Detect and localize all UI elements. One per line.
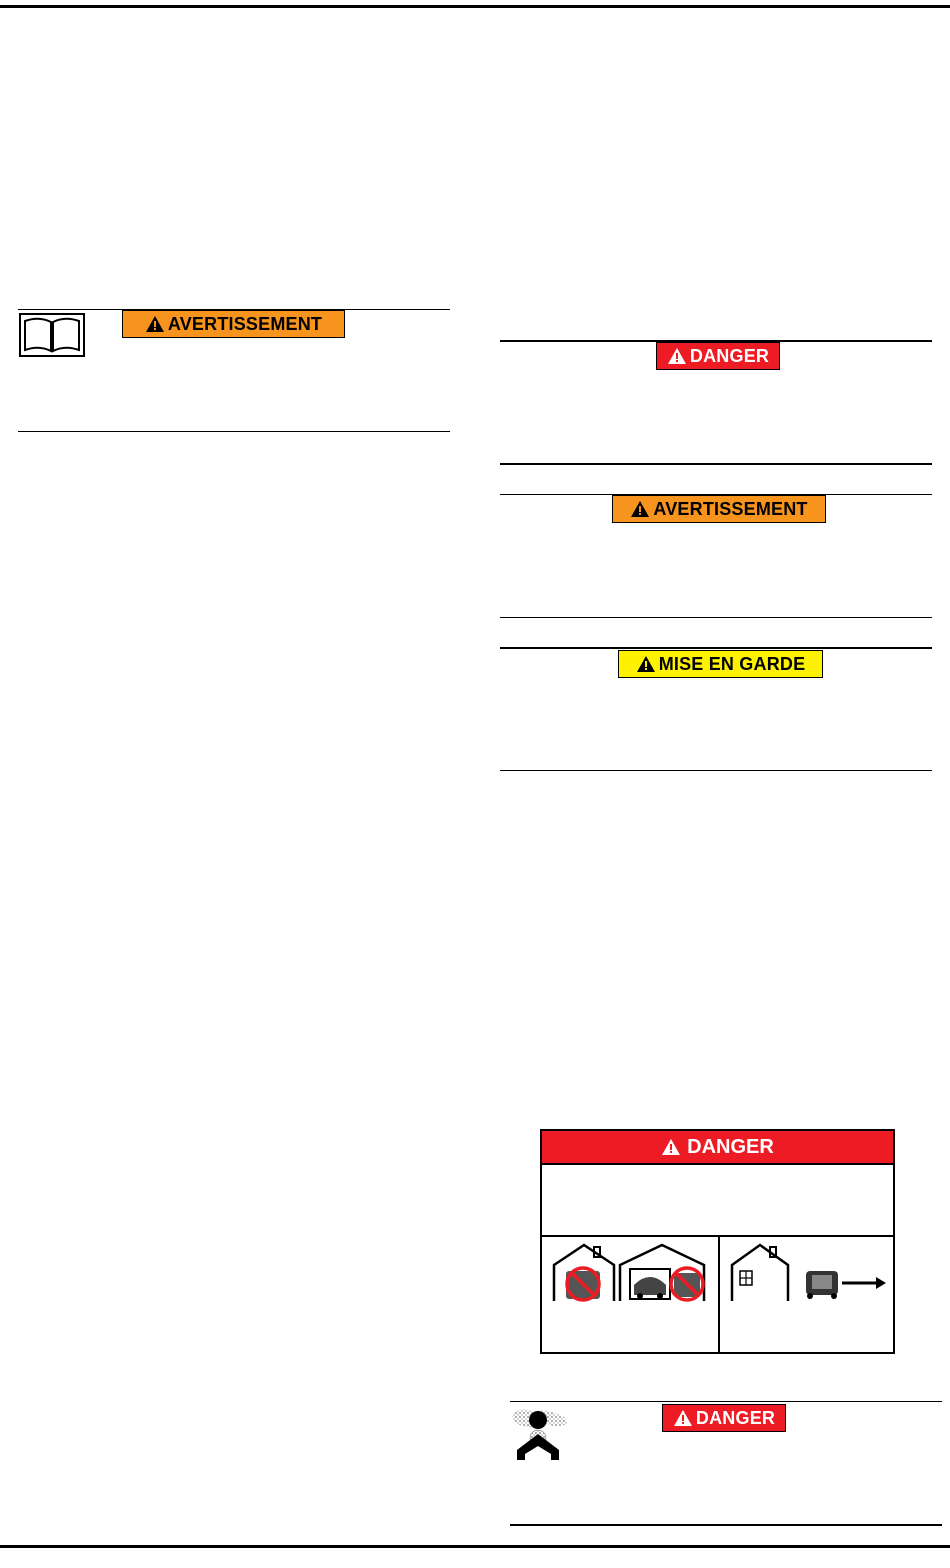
page-bottom-rule <box>0 1545 950 1548</box>
warning-triangle-icon <box>667 347 687 365</box>
fumes-danger-bottom-rule <box>510 1524 942 1526</box>
warning-triangle-icon <box>661 1138 681 1156</box>
open-book-icon <box>19 313 85 357</box>
danger-badge <box>656 342 780 370</box>
avertissement-badge-right <box>612 495 826 523</box>
avertissement-badge-left <box>122 310 345 338</box>
generator-outdoors-icon <box>730 1243 890 1303</box>
avertissement-bottom-rule <box>500 617 932 618</box>
warning-triangle-icon <box>630 500 650 518</box>
caution-top-rule <box>500 647 932 649</box>
fumes-danger-badge <box>662 1404 786 1432</box>
mise-en-garde-label: MISE EN GARDE <box>658 653 806 674</box>
danger-label: DANGER <box>689 345 770 366</box>
avertissement-label: AVERTISSEMENT <box>653 498 808 519</box>
fumes-danger-top-rule <box>510 1401 942 1402</box>
fumes-danger-label: DANGER <box>695 1407 776 1428</box>
warning-triangle-icon <box>636 655 656 673</box>
left-warning-bottom-rule <box>18 431 450 432</box>
toxic-fumes-icon <box>511 1404 569 1462</box>
warning-triangle-icon <box>673 1409 693 1427</box>
warning-triangle-icon <box>145 315 165 333</box>
no-generator-indoors-icon <box>552 1243 712 1303</box>
page-top-rule <box>0 5 950 8</box>
danger-bottom-rule <box>500 463 932 465</box>
panel-header <box>542 1131 893 1165</box>
panel-danger-label: DANGER <box>687 1135 774 1158</box>
panel-divider-vertical <box>718 1235 720 1352</box>
mise-en-garde-badge <box>618 650 823 678</box>
caution-bottom-rule <box>500 770 932 771</box>
avertissement-label: AVERTISSEMENT <box>167 313 323 334</box>
danger-pictogram-panel <box>540 1129 895 1354</box>
